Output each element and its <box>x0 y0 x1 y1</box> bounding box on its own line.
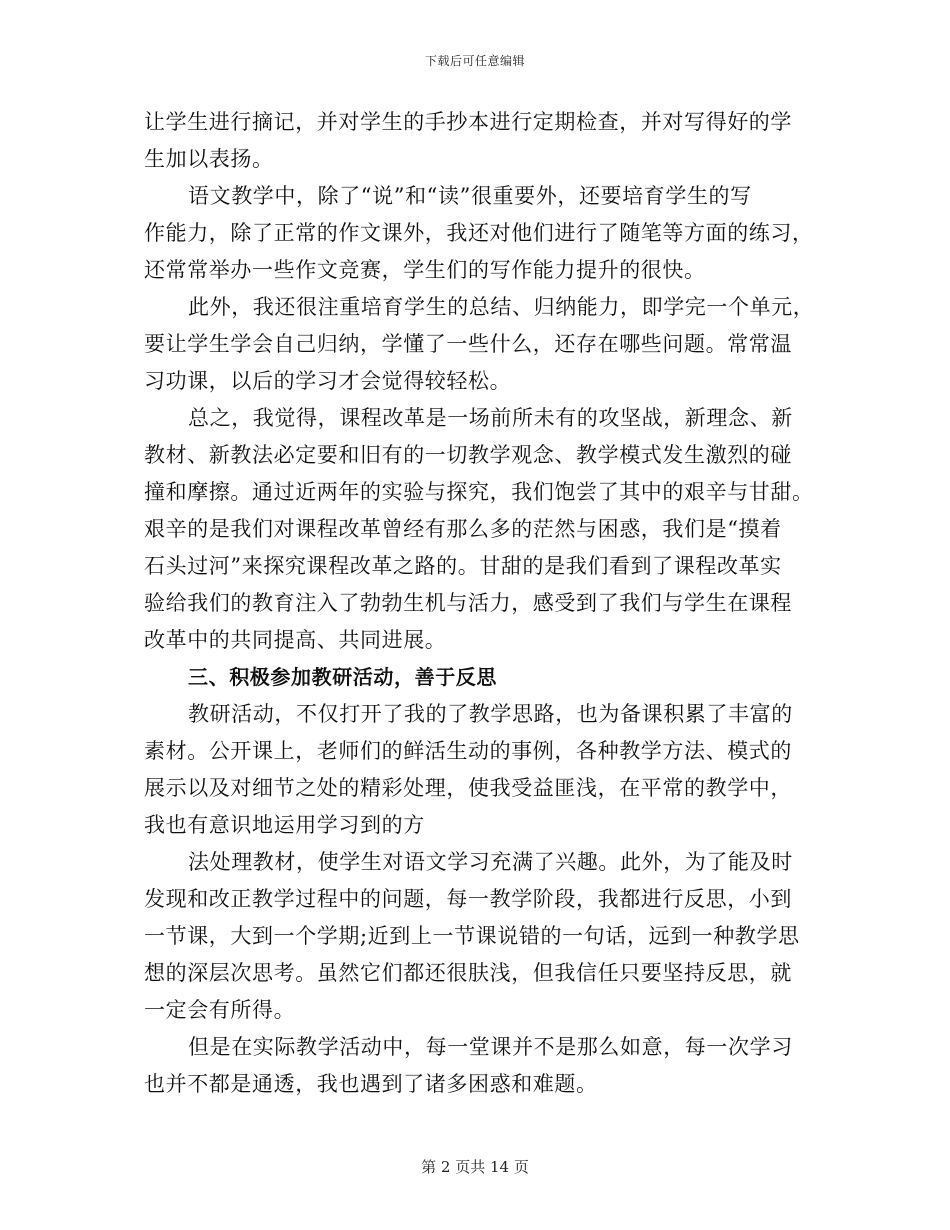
text-line: 我也有意识地运用学习到的方 <box>144 813 425 837</box>
text-line: 让学生进行摘记，并对学生的手抄本进行定期检查，并对写得好的学 <box>144 110 792 134</box>
page-number-footer: 第 2 页共 14 页 <box>421 1158 529 1176</box>
section-heading: 三、积极参加教研活动，善于反思 <box>188 665 497 689</box>
text-line: 发现和改正教学过程中的问题，每一教学阶段，我都进行反思，小到 <box>144 887 792 911</box>
text-line: 还常常举办一些作文竞赛，学生们的写作能力提升的很快。 <box>144 258 706 282</box>
text-line: 教材、新教法必定要和旧有的一切教学观念、教学模式发生激烈的碰 <box>144 443 792 467</box>
paragraph-start-line: 此外，我还很注重培育学生的总结、归纳能力，即学完一个单元， <box>188 295 815 319</box>
document-body <box>144 104 815 1103</box>
text-line: 一节课，大到一个学期;近到上一节课说错的一句话，远到一种教学思 <box>144 924 800 948</box>
text-line: 作能力，除了正常的作文课外，我还对他们进行了随笔等方面的练习， <box>144 221 814 245</box>
text-line: 改革中的共同提高、共同进展。 <box>144 628 447 652</box>
text-line: 素材。公开课上，老师们的鲜活生动的事例，各种教学方法、模式的 <box>144 739 792 763</box>
text-line: 也并不都是通透，我也遇到了诸多困惑和难题。 <box>144 1072 598 1096</box>
paragraph-start-line: 教研活动，不仅打开了我的了教学思路，也为备课积累了丰富的 <box>188 702 793 726</box>
text-line: 石头过河”来探究课程改革之路的。甘甜的是我们看到了课程改革实 <box>144 554 782 578</box>
text-line: 一定会有所得。 <box>144 998 296 1022</box>
text-line: 习功课，以后的学习才会觉得较轻松。 <box>144 369 512 393</box>
text-line: 艰辛的是我们对课程改革曾经有那么多的茫然与困惑，我们是“摸着 <box>144 517 782 541</box>
text-line: 生加以表扬。 <box>144 147 274 171</box>
text-line: 展示以及对细节之处的精彩处理，使我受益匪浅，在平常的教学中， <box>144 776 792 800</box>
text-line: 验给我们的教育注入了勃勃生机与活力，感受到了我们与学生在课程 <box>144 591 792 615</box>
paragraph-start-line: 法处理教材，使学生对语文学习充满了兴趣。此外，为了能及时 <box>188 850 793 874</box>
text-line: 要让学生学会自己归纳，学懂了一些什么，还存在哪些问题。常常温 <box>144 332 792 356</box>
paragraph-start-line: 但是在实际教学活动中，每一堂课并不是那么如意，每一次学习 <box>188 1035 793 1059</box>
text-line: 撞和摩擦。通过近两年的实验与探究，我们饱尝了其中的艰辛与甘甜。 <box>144 480 814 504</box>
paragraph-start-line: 总之，我觉得，课程改革是一场前所未有的攻坚战，新理念、新 <box>188 406 793 430</box>
paragraph-start-line: 语文教学中，除了“说”和“读”很重要外，还要培育学生的写 <box>188 184 752 208</box>
text-line: 想的深层次思考。虽然它们都还很肤浅，但我信任只要坚持反思，就 <box>144 961 792 985</box>
page-header-note: 下载后可任意编辑 <box>424 54 525 68</box>
